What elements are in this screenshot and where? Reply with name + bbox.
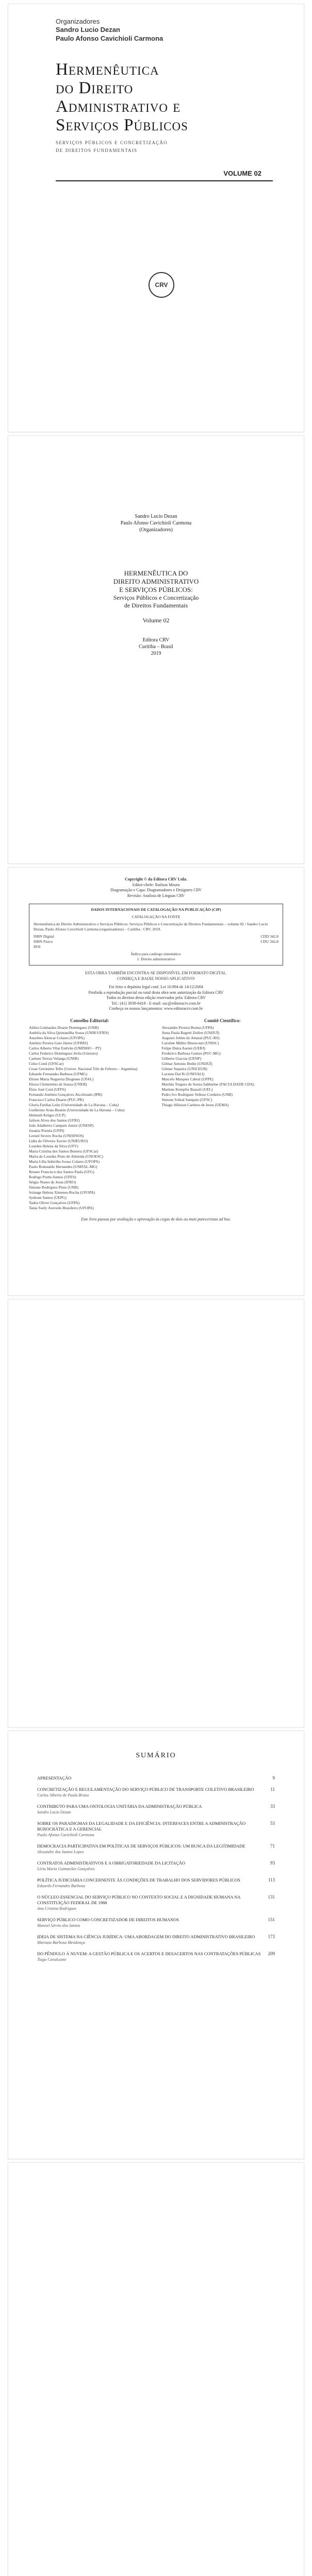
- toc-entry[interactable]: [37, 1821, 275, 1838]
- toc-page-number: 33: [270, 1804, 275, 1809]
- toc-entry[interactable]: [37, 1934, 275, 1945]
- toc-page-number: 113: [268, 1877, 275, 1883]
- toc-entry[interactable]: [37, 1951, 275, 1962]
- toc-entry-author: Ana Cristina Rodrigues: [37, 1906, 77, 1911]
- organizers-label: Organizadores: [56, 18, 100, 25]
- blank-page: [8, 1299, 304, 1727]
- council-member: Sérgio Nunes de Jesus (IFRO): [29, 1179, 76, 1184]
- title-page-subtitle: Serviços Públicos e Concretização de Direitos Fundamentais: [113, 594, 199, 609]
- council-member: Josania Portela (UFPI): [29, 1128, 64, 1133]
- toc-entry-author: Mariana Barbosa Mendonça: [37, 1940, 85, 1945]
- toc-entry-title: CONTRATOS ADMINISTRATIVOS E A OBRIGATORIEDADE DA LICITAÇÃO: [37, 1860, 186, 1866]
- title-page-volume: Volume 02: [142, 617, 170, 624]
- toc-page-number: 151: [268, 1917, 275, 1922]
- council-member: Renato Francisco dos Santos Paula (UFG): [29, 1169, 94, 1174]
- editor-chief: Editor-chefe: Railson Moura: [132, 882, 180, 887]
- toc-entry[interactable]: [37, 1775, 275, 1781]
- committee-member: Frederico Barbosa Gomes (PUC-MG): [161, 1050, 221, 1056]
- title-page-title: HERMENÊUTICA DO DIREITO ADMINISTRATIVO E SERVIÇOS PÚBLICOS:: [113, 569, 199, 594]
- committee-member: Anna Paula Bagetti Zeifert (UNIJUÍ): [161, 1030, 220, 1035]
- toc-entry-title: APRESENTAÇÃO: [37, 1775, 72, 1781]
- review-credit: Revisão: Analista de Línguas CRV: [127, 893, 185, 898]
- toc-entry-title: IDEIA DE SISTEMA NA CIÊNCIA JURÍDICA: UMA ABORDAGEM DO DIREITO ADMINISTRATIVO BRASILEIRO: [37, 1934, 255, 1939]
- council-member: Fernando Antônio Gonçalves Alcoforado (IPB): [29, 1092, 103, 1097]
- app-notice: CONHEÇA E BAIXE NOSSO APLICATIVO!: [117, 976, 195, 981]
- committee-member: Felipe Dutra Asensi (UERJ): [161, 1045, 205, 1050]
- committee-member: Gilmar Siqueira (UNICEUB): [161, 1066, 207, 1071]
- council-member: Paulo Romualdo Hernandes (UNIFAL-MG): [29, 1164, 97, 1169]
- toc-page-number: 11: [270, 1787, 275, 1792]
- toc-page-number: 53: [270, 1821, 275, 1826]
- toc-entry-title: O NÚCLEO ESSENCIAL DO SERVIÇO PÚBLICO NO CONTEXTO SOCIAL E A DIGNIDADE HUMANA NA CONSTITUIÇÃO FEDERAL DE 1988: [37, 1894, 241, 1905]
- council-member: Élsio José Corá (UFFS): [29, 1087, 66, 1092]
- toc-entry-author: Alexandre dos Santos Lopes: [37, 1850, 84, 1854]
- council-member: Maria Lília Imbiriba Sousa Colares (UFOPA): [29, 1159, 100, 1164]
- committee-member: Gilmar Antonio Bedin (UNIJUÍ): [161, 1061, 212, 1066]
- publisher-logo-icon: CRV: [149, 272, 174, 298]
- toc-entry[interactable]: [37, 1787, 275, 1798]
- committee-member: Caroline Müller Bitencourt (UNISC): [161, 1040, 219, 1045]
- council-member: Simone Rodrigues Pinto (UNB): [29, 1184, 79, 1190]
- toc-page-number: 209: [268, 1951, 275, 1956]
- cover-volume: VOLUME 02: [223, 170, 261, 177]
- digital-notice: ESTA OBRA TAMBÉM ENCONTRA-SE DISPONÍVEL EM FORMATO DIGITAL.: [85, 971, 227, 975]
- toc-entry[interactable]: [37, 1843, 275, 1855]
- committee-member: Marcelo Marques Cabral (UFPE): [161, 1076, 214, 1081]
- copyright-line: Copyright © da Editora CRV Ltda.: [124, 877, 188, 882]
- catalog-text: Hermenêutica do Direito Administrativo e Serviços Públicos: Serviços Públicos e Concretização de Direitos Fundamentais – volume 02 / Sandro Lucio Dezan, Paulo Afonso Cavichioli Carmona (organizadores) – Curitiba : CRV, 2019.: [34, 922, 268, 931]
- council-member: Andréia da Silva Quintanilha Sousa (UNIR/UFRN): [29, 1030, 109, 1035]
- toc-entry[interactable]: [37, 1894, 275, 1911]
- council-member: Maria Cristina dos Santos Bezerra (UFSCar): [29, 1148, 98, 1154]
- toc-entry-title: DO PÊNDULO À NUVEM: A GESTÃO PÚBLICA E OS ACERTOS E DESACERTOS NAS CONTRATAÇÕES PÚBLICAS: [37, 1951, 261, 1956]
- council-member: Lídia de Oliveira Xavier (UNIEURO): [29, 1138, 88, 1143]
- design-credit: Diagramação e Capa: Diagramadores e Designers CRV: [110, 888, 202, 892]
- toc-page-number: 93: [270, 1860, 275, 1866]
- committee-member: Thiago Allisson Cardoso de Jesus (UEMA): [161, 1102, 229, 1107]
- committee-member: Pedro Ivo Rodrigues Velloso Cordeiro (UNB): [161, 1092, 233, 1097]
- editor-name: Sandro Lucio Dezan: [56, 26, 120, 33]
- title-page-publisher: Editora CRV Curitiba – Brasil 2019: [139, 637, 173, 656]
- toc-page-number: 9: [272, 1775, 275, 1781]
- toc-entry-author: Lívia Maria Guimarães Gonçalves: [37, 1867, 95, 1871]
- toc-entry-author: Eduardo Fernandes Barbosa: [37, 1884, 86, 1888]
- council-member: Eduardo Fernandes Barbosa (UFMG): [29, 1071, 88, 1076]
- toc-entry[interactable]: [37, 1917, 275, 1928]
- council-member: Elione Maria Nogueira Diogenes (UFAL): [29, 1076, 94, 1081]
- committee-member: Alexandre Pereira Bonna (UFPA): [161, 1025, 214, 1030]
- council-member: Gloria Fariñas León (Universidade de La Havana – Cuba): [29, 1102, 119, 1107]
- council-member: Elizeu Clementino de Souza (UNEB): [29, 1081, 87, 1087]
- council-member: Rodrigo Pratte-Santos (UFES): [29, 1174, 76, 1179]
- toc-page-number: 131: [268, 1894, 275, 1900]
- copyright-page: [8, 868, 304, 1295]
- toc-list: [37, 1775, 275, 1962]
- council-member: Sydione Santos (UEPG): [29, 1195, 67, 1200]
- toc-entry-title: CONTRIBUTO PARA UMA ONTOLOGIA UNITÁRIA DA ADMINISTRAÇÃO PÚBLICA: [37, 1804, 202, 1809]
- council-member: Carlos Federico Dominguez Avila (Unieuro): [29, 1050, 98, 1056]
- title-page: [8, 436, 304, 863]
- toc-entry[interactable]: [37, 1860, 275, 1872]
- council-member: Maria de Lourdes Pinto de Almeida (UNOESC): [29, 1154, 104, 1159]
- cover-rule: [56, 180, 273, 181]
- council-member: João Adalberto Campato Junior (UNESP): [29, 1123, 94, 1128]
- toc-entry-title: SOBRE OS PARADIGMAS DA LEGALIDADE E DA EFICIÊNCIA: INTERFACES ENTRE A ADMINISTRAÇÃO BUROCRÁTICA E A GERENCIAL: [37, 1821, 246, 1832]
- scientific-committee: Comitê Científico: Alexandre Pereira Bonna (UFPA) Anna Paula Bagetti Zeifert (UNIJUÍ) Augusto Jobim do Amaral (PUC-RS) Caroline Müller Bitencourt (UNISC) Felipe Dutra Asensi (UERJ) Frederico Barbosa Gomes (PUC-MG) Gilberto Giacoia (UENP) Gilmar Antonio Bedin (UNIJUÍ) Gilmar Siqueira (UNICEUB) Luciene Dal Ri (UNIVALI) Marcelo Marques Cabral (UFPE) Marilda Tregues de Souza Sabbatine (FACULDADE CDA) Marlene Kempfer Bassoli (UEL) Pedro Ivo Rodrigues Velloso Cordeiro (UNB) Simone Sobral Sampaio (UFSC) Thiago Allisson Cardoso de Jesus (UEMA): [162, 1018, 284, 1211]
- council-member: Anselmo Alencar Colares (UFOPA): [29, 1035, 85, 1040]
- committee-member: Augusto Jobim do Amaral (PUC-RS): [161, 1035, 220, 1040]
- committee-member: Marlene Kempfer Bassoli (UEL): [161, 1087, 213, 1092]
- cover-subtitle: serviços públicos e concretização de direitos fundamentais: [56, 139, 168, 154]
- council-member: Tadeu Oliver Gonçalves (UFPA): [29, 1200, 80, 1205]
- council-member: Guillermo Arias Beatón (Universidade de La Havana – Cuba): [29, 1107, 125, 1112]
- peer-review-note: Este livro passou por avaliação e aprovação às cegas de dois ou mais pareceristas ad hoc.: [80, 1216, 232, 1222]
- title-page-organizers: Sandro Lucio Dezan Paulo Afonso Cavichioli Carmona (Organizadores): [120, 514, 192, 533]
- copyright-block: Copyright © da Editora CRV Ltda. Editor-chefe: Railson Moura Diagramação e Capa: Diagramadores e Designers CRV Revisão: Analista de Línguas CRV DADOS INTERNACIONAIS DE CATALOGAÇÃO NA PUBLICAÇÃO (CIP) CATALOGAÇÃO NA FONTE Hermenêutica do Direito Administrativo e Serviços Públicos: Serviços Públicos e Concretização de Direitos Fundamentais – volume 02 / Sandro Lucio Dezan, Paulo Afonso Cavichioli Carmona (organizadores) – Curitiba : CRV, 2019. ISBN Digital ISBN Físico DOI CDD 342.8 CDU 342.8 Índice para catálogo sistemático 1. Direito administrativo ESTA OBRA TAMBÉM ENCONTRA-SE DISPONÍVEL EM FORMATO DIGITAL. CONHEÇA E BAIXE NOSSO APLICATIVO! Foi feito o depósito legal conf. Lei 10.994 de 14/12/2004 Proibida a reprodução parcial ou total desta obra sem autorização da Editora CRV Todos os direitos desta edição reservados pela: Editora CRV Tel.: (41) 3039-6418 - E-mail: sac@editoracrv.com.br Conheça os nossos lançamentos: www.editoracrv.com.br Conselho Editorial: Aldira Guimarães Duarte Domínguez (UNB) Andréia da Silva Quintanilha Sousa (UNIR/UFRN) Anselmo Alencar Colares (UFOPA) Antônio Pereira Gaio Júnior (UFRRJ) Carlos Alberto Vilar Estêvão (UMINHO – PT) Carlos Federico Dominguez Avila (Unieuro) Carmen Tereza Velanga (UNIR) Celso Conti (UFSCar) Cesar Gerónimo Tello (Univer. Nacional Três de Febrero – Argentina) Eduardo Fernandes Barbosa (UFMG) Elione Maria Nogueira Diogenes (UFAL) Elizeu Clementino de Souza (UNEB) Élsio José Corá (UFFS) Fernando Antônio Gonçalves Alcoforado (IPB) Francisco Carlos Duarte (PUC-PR) Gloria Fariñas León (Universidade de La Havana – Cuba) Guillermo Arias Beatón (Universidade de La Havana – Cuba) Helmuth Krüger (UCP) Jailson Alves dos Santos (UFRJ) João Adalberto Campato Junior (UNESP) Josania Portela (UFPI) Leonel Severo Rocha (UNISINOS) Lídia de Oliveira Xavier (UNIEURO) Lourdes Helena da Silva (UFV) Maria Cristina dos Santos Bezerra (UFSCar) Maria de Lourdes Pinto de Almeida (UNOESC) Maria Lília Imbiriba Sousa Colares (UFOPA) Paulo Romualdo Hernandes (UNIFAL-MG) Renato Francisco dos Santos Paula (UFG) Rodrigo Pratte-Santos (UFES) Sérgio Nunes de Jesus (IFRO) Simone Rodrigues Pinto (UNB) Solange Helena Ximenes-Rocha (UFOPA) Sydione Santos (UEPG) Tadeu Oliver Gonçalves (UFPA) Tania Suely Azevedo Brasileiro (UFOPA) Comitê Científico: Alexandre Pereira Bonna (UFPA) Anna Paula Bagetti Zeifert (UNIJUÍ) Augusto Jobim do Amaral (PUC-RS) Caroline Müller Bitencourt (UNISC) Felipe Dutra Asensi (UERJ) Frederico Barbosa Gomes (PUC-MG) Gilberto Giacoia (UENP) Gilmar Antonio Bedin (UNIJUÍ) Gilmar Siqueira (UNICEUB) Luciene Dal Ri (UNIVALI) Marcelo Marques Cabral (UFPE) Marilda Tregues de Souza Sabbatine (FACULDADE CDA) Marlene Kempfer Bassoli (UEL) Pedro Ivo Rodrigues Velloso Cordeiro (UNB) Simone Sobral Sampaio (UFSC) Thiago Allisson Cardoso de Jesus (UEMA) Este livro passou por avaliação e aprovação às cegas de dois ou mais pareceristas ad hoc.: [8, 868, 304, 1222]
- council-member: Tania Suely Azevedo Brasileiro (UFOPA): [29, 1205, 94, 1210]
- council-member: Helmuth Krüger (UCP): [29, 1112, 65, 1117]
- editor-name: Paulo Afonso Cavichioli Carmona: [56, 35, 163, 42]
- council-member: Jailson Alves dos Santos (UFRJ): [29, 1117, 80, 1123]
- toc-entry-author: Manoel Sérvio dos Santos: [37, 1923, 80, 1928]
- toc-entry-author: Sandro Lucio Dezan: [37, 1810, 71, 1815]
- toc-entry-title: DEMOCRACIA PARTICIPATIVA EM POLÍTICAS DE SERVIÇOS PÚBLICOS: UM BUSCA DA LEGITIMIDADE: [37, 1843, 245, 1849]
- catalog-box: DADOS INTERNACIONAIS DE CATALOGAÇÃO NA PUBLICAÇÃO (CIP) CATALOGAÇÃO NA FONTE Hermenêutica do Direito Administrativo e Serviços Públicos: Serviços Públicos e Concretização de Direitos Fundamentais – volume 02 / Sandro Lucio Dezan, Paulo Afonso Cavichioli Carmona (organizadores) – Curitiba : CRV, 2019. ISBN Digital ISBN Físico DOI CDD 342.8 CDU 342.8 Índice para catálogo sistemático 1. Direito administrativo: [29, 904, 283, 965]
- council-member: Cesar Gerónimo Tello (Univer. Nacional Três de Febrero – Argentina): [29, 1066, 138, 1071]
- council-member: Solange Helena Ximenes-Rocha (UFOPA): [29, 1190, 95, 1195]
- council-member: Carmen Tereza Velanga (UNIR): [29, 1056, 79, 1061]
- toc-entry[interactable]: [37, 1804, 275, 1815]
- toc-entry-title: CONCRETIZAÇÃO E REGULAMENTAÇÃO DO SERVIÇO PÚBLICO DE TRANSPORTE COLETIVO BRASILEIRO: [37, 1787, 254, 1792]
- toc-entry-author: Tiago Cavalcante: [37, 1957, 67, 1962]
- toc-entry-author: Paulo Afonso Cavichioli Carmona: [37, 1833, 94, 1837]
- committee-member: Gilberto Giacoia (UENP): [161, 1056, 202, 1061]
- council-member: Carlos Alberto Vilar Estêvão (UMINHO – PT): [29, 1045, 102, 1050]
- table-of-contents-page: [8, 1731, 304, 2159]
- council-section: [29, 1018, 283, 1211]
- toc-entry[interactable]: [37, 1877, 275, 1889]
- council-member: Celso Conti (UFSCar): [29, 1061, 64, 1066]
- committee-member: Simone Sobral Sampaio (UFSC): [161, 1097, 212, 1102]
- toc-page-number: 71: [270, 1843, 275, 1849]
- council-member: Antônio Pereira Gaio Júnior (UFRRJ): [29, 1040, 88, 1045]
- toc-entry-title: POLÍTICA JUDICIÁRIA CONCERNENTE ÀS CONDIÇÕES DE TRABALHO DOS SERVIDORES PÚBLICOS: [37, 1877, 240, 1883]
- cover-page: [8, 4, 304, 432]
- council-member: Leonel Severo Rocha (UNISINOS): [29, 1133, 84, 1138]
- council-member: Lourdes Helena da Silva (UFV): [29, 1143, 78, 1148]
- cover-organizers: [8, 4, 304, 43]
- editorial-council: Conselho Editorial: Aldira Guimarães Duarte Domínguez (UNB) Andréia da Silva Quintanilha Sousa (UNIR/UFRN) Anselmo Alencar Colares (UFOPA) Antônio Pereira Gaio Júnior (UFRRJ) Carlos Alberto Vilar Estêvão (UMINHO – PT) Carlos Federico Dominguez Avila (Unieuro) Carmen Tereza Velanga (UNIR) Celso Conti (UFSCar) Cesar Gerónimo Tello (Univer. Nacional Três de Febrero – Argentina) Eduardo Fernandes Barbosa (UFMG) Elione Maria Nogueira Diogenes (UFAL) Elizeu Clementino de Souza (UNEB) Élsio José Corá (UFFS) Fernando Antônio Gonçalves Alcoforado (IPB) Francisco Carlos Duarte (PUC-PR) Gloria Fariñas León (Universidade de La Havana – Cuba) Guillermo Arias Beatón (Universidade de La Havana – Cuba) Helmuth Krüger (UCP) Jailson Alves dos Santos (UFRJ) João Adalberto Campato Junior (UNESP) Josania Portela (UFPI) Leonel Severo Rocha (UNISINOS) Lídia de Oliveira Xavier (UNIEURO) Lourdes Helena da Silva (UFV) Maria Cristina dos Santos Bezerra (UFSCar) Maria de Lourdes Pinto de Almeida (UNOESC) Maria Lília Imbiriba Sousa Colares (UFOPA) Paulo Romualdo Hernandes (UNIFAL-MG) Renato Francisco dos Santos Paula (UFG) Rodrigo Pratte-Santos (UFES) Sérgio Nunes de Jesus (IFRO) Simone Rodrigues Pinto (UNB) Solange Helena Ximenes-Rocha (UFOPA) Sydione Santos (UEPG) Tadeu Oliver Gonçalves (UFPA) Tania Suely Azevedo Brasileiro (UFOPA): [29, 1018, 151, 1211]
- committee-member: Marilda Tregues de Souza Sabbatine (FACULDADE CDA): [161, 1081, 254, 1087]
- toc-page-number: 173: [268, 1934, 275, 1939]
- toc-entry-title: SERVIÇO PÚBLICO COMO CONCRETIZADOR DE DIREITOS HUMANOS: [37, 1917, 179, 1922]
- cover-title: Hermenêutica do Direito Administrativo e Serviços Públicos: [56, 60, 188, 134]
- committee-member: Luciene Dal Ri (UNIVALI): [161, 1071, 205, 1076]
- toc-title: SUMÁRIO: [136, 1752, 176, 1759]
- council-member: Aldira Guimarães Duarte Domínguez (UNB): [29, 1025, 99, 1030]
- toc-entry-author: Carlos Alberto de Paula Bruno: [37, 1793, 89, 1798]
- council-member: Francisco Carlos Duarte (PUC-PR): [29, 1097, 84, 1102]
- blank-page: [8, 2163, 304, 2576]
